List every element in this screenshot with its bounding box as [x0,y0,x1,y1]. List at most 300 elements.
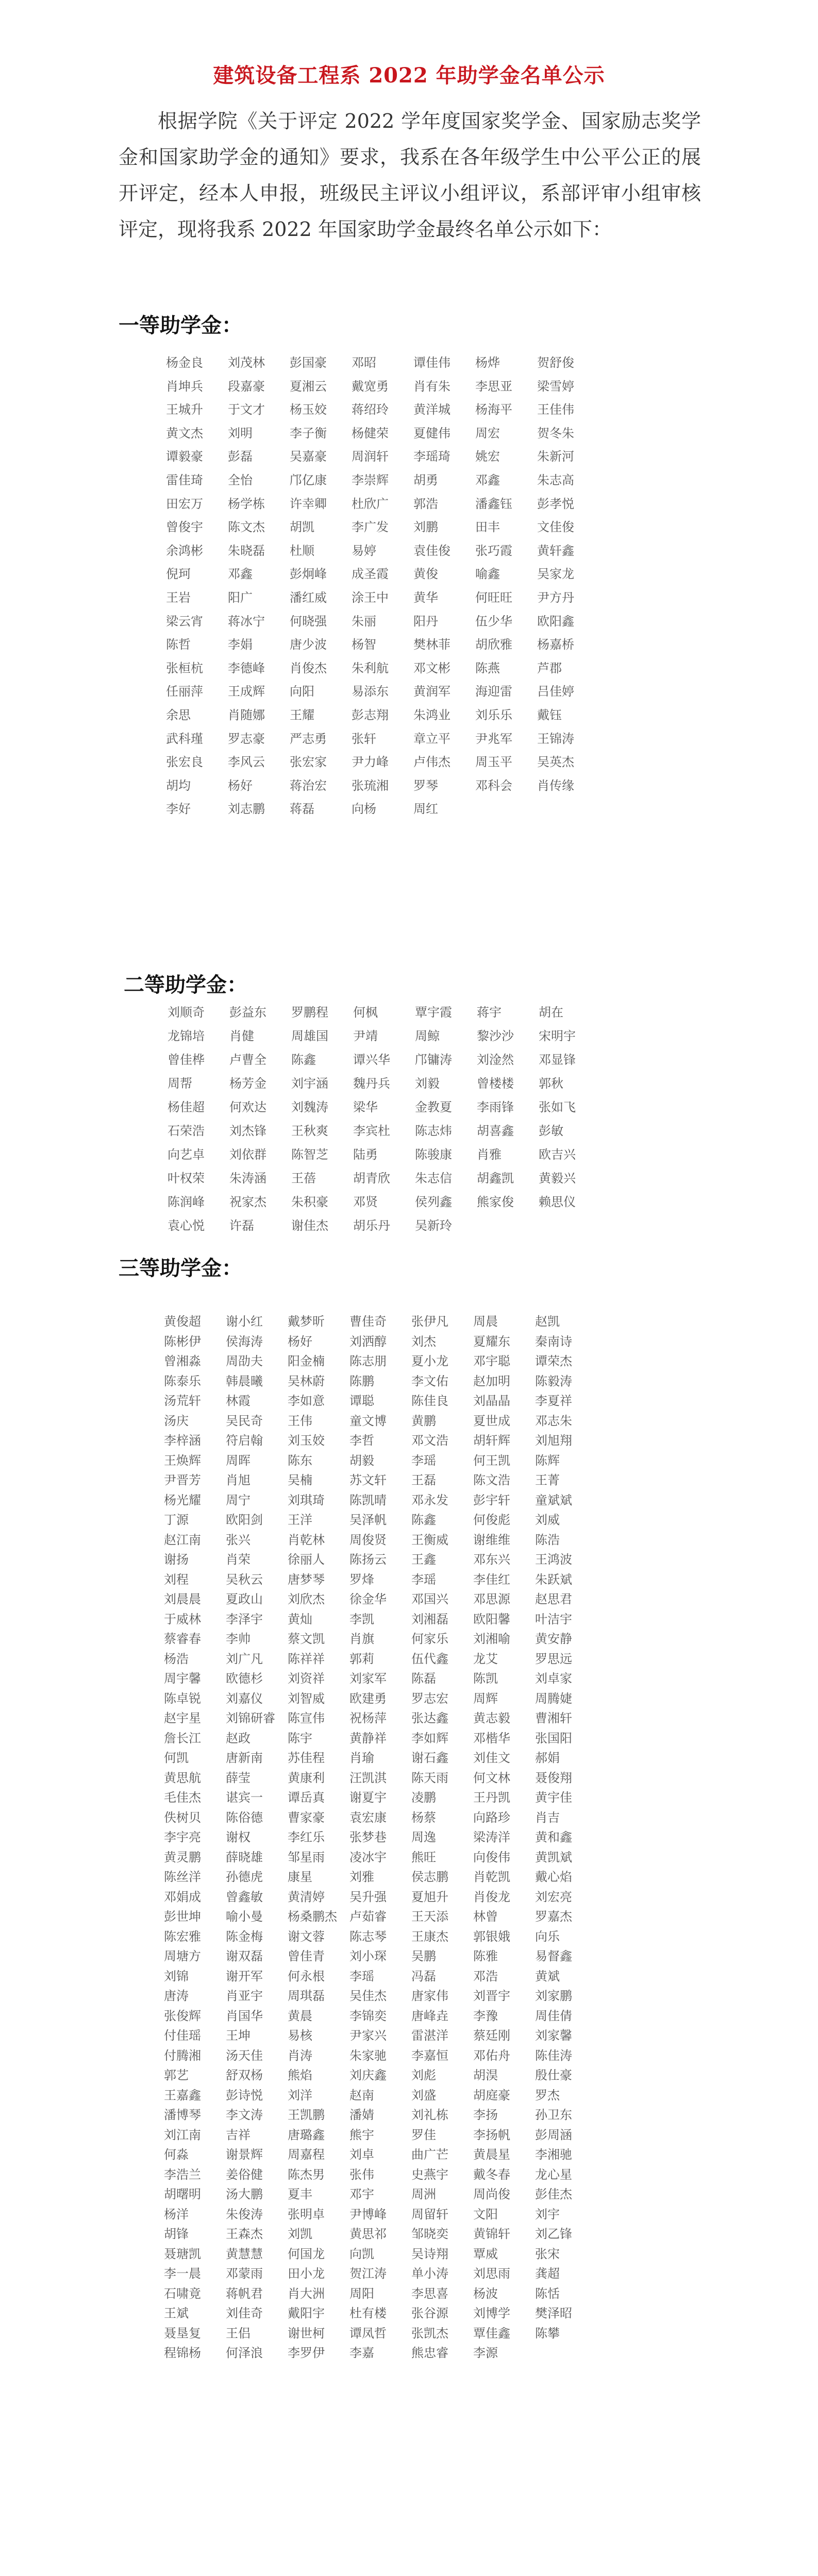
name-cell: 付佳瑶 [164,2028,201,2043]
name-cell: 刘家军 [349,1671,387,1686]
name-cell: 张明卓 [288,2207,325,2222]
name-cell: 林霞 [226,1394,251,1408]
name-cell: 王城升 [166,402,203,417]
name-cell [600,1144,662,1168]
name-cell: 李红乐 [288,1830,325,1844]
name-cell: 周宇馨 [164,1671,201,1686]
name-cell: 刘依群 [229,1147,266,1162]
name-cell: 周雄国 [291,1029,328,1043]
name-cell: 吴民奇 [226,1413,263,1428]
name-cell: 李嘉恒 [411,2048,448,2063]
section-heading-second-class: 二等助学金： [124,973,247,997]
name-cell: 文阳 [473,2207,498,2222]
name-cell: 李哲 [349,1433,374,1448]
name-cell: 李嘉 [349,2346,374,2360]
name-cell: 李佳红 [473,1572,510,1587]
name-cell: 刘智威 [288,1691,325,1706]
name-cell: 李风云 [228,755,265,770]
name-cell: 肖涛 [288,2048,312,2063]
name-cell: 王洋 [288,1513,312,1527]
name-cell [599,352,661,376]
name-cell: 杨波 [473,2286,498,2301]
name-cell: 李帅 [226,1632,251,1646]
name-cell: 汪凯淇 [349,1770,387,1785]
name-cell: 王鸿波 [535,1552,572,1567]
name-cell: 陈俗德 [226,1810,263,1825]
name-cell: 丁源 [164,1513,189,1527]
name-cell: 陆勇 [353,1147,378,1162]
name-cell [597,1768,659,1788]
name-cell [597,1371,659,1391]
name-cell: 陈润峰 [168,1195,205,1209]
name-cell: 陈鑫 [291,1053,316,1067]
name-cell: 尹博峰 [349,2207,387,2222]
name-cell: 谢双磊 [226,1949,263,1963]
name-cell [597,1351,659,1371]
name-cell: 梁云宵 [166,614,203,629]
name-cell [597,1807,659,1827]
name-cell [597,1569,659,1589]
name-cell: 汤荒轩 [164,1394,201,1408]
name-cell: 戴心焰 [535,1870,572,1884]
name-cell [600,1215,662,1239]
name-cell: 梁雪婷 [537,379,574,394]
name-cell [599,423,661,447]
name-cell: 李崇辉 [352,472,389,487]
name-cell: 龚超 [535,2266,560,2281]
name-cell: 谭凤哲 [349,2326,387,2341]
name-cell: 彭佳杰 [535,2187,572,2201]
name-cell: 肖乾林 [288,1532,325,1547]
name-cell: 刘卓 [349,2147,374,2162]
name-cell: 熊旺 [411,1850,436,1865]
name-cell: 黄清婷 [288,1889,325,1904]
name-cell [597,1411,659,1431]
name-cell: 肖俊杰 [290,660,327,675]
name-cell: 夏耀东 [473,1334,510,1349]
name-cell: 李德峰 [228,660,265,675]
name-cell: 殷仕豪 [535,2068,572,2082]
name-cell: 周宁 [226,1493,251,1507]
name-cell: 郭银娥 [473,1929,510,1944]
name-cell [600,1097,662,1121]
name-cell: 张琉湘 [352,778,389,793]
name-cell: 谭荣杰 [535,1354,572,1368]
name-cell: 刘宇 [535,2207,560,2222]
name-cell: 罗鹏程 [291,1005,328,1020]
name-cell: 王蓓 [291,1171,316,1185]
name-cell: 李锦奕 [349,2008,387,2023]
name-cell: 喻小曼 [226,1909,263,1924]
name-cell: 卢伟杰 [413,755,450,770]
name-cell: 张桓杭 [166,660,203,675]
name-cell: 李凯 [349,1612,374,1626]
name-cell: 周宏 [475,426,500,440]
name-cell: 李好 [166,802,191,817]
name-cell [599,517,661,540]
name-cell: 尹晋芳 [164,1473,201,1487]
name-cell: 王鑫 [411,1552,436,1567]
name-cell: 黄文杰 [166,426,203,440]
name-cell: 龙艾 [473,1651,498,1666]
name-cell: 刘湘磊 [411,1612,448,1626]
name-cell: 王磊 [411,1473,436,1487]
name-cell: 许幸卿 [290,496,327,511]
name-cell: 刘家馨 [535,2028,572,2043]
name-cell [597,2085,659,2105]
name-cell: 邓显锋 [539,1053,576,1067]
name-cell: 邓蒙雨 [226,2266,263,2281]
name-cell: 张达鑫 [411,1711,448,1725]
name-cell: 朱积豪 [291,1195,328,1209]
name-cell [597,1391,659,1411]
name-cell: 曹家豪 [288,1810,325,1825]
name-cell: 谢开军 [226,1969,263,1984]
name-cell: 杨好 [288,1334,312,1349]
name-cell: 许磊 [229,1218,254,1233]
name-cell: 何晓强 [290,614,327,629]
name-cell: 彭周涵 [535,2127,572,2142]
name-cell [597,2244,659,2264]
name-cell [599,611,661,635]
name-cell: 刘乙锋 [535,2227,572,2241]
name-cell: 罗佳 [411,2127,436,2142]
name-cell [597,2025,659,2045]
name-cell: 陈骏康 [415,1147,452,1162]
name-cell: 曾湘淼 [164,1354,201,1368]
name-cell [597,1787,659,1807]
name-cell: 吴家龙 [537,567,574,582]
name-cell: 李宇亮 [164,1830,201,1844]
name-cell: 王菁 [535,1473,560,1487]
name-cell: 田丰 [475,520,500,535]
name-cell: 彭益东 [229,1005,266,1020]
name-cell: 欧吉兴 [539,1147,576,1162]
name-cell: 刘广凡 [226,1651,263,1666]
name-cell: 蔡廷刚 [473,2028,510,2043]
name-cell: 赖思仪 [539,1195,576,1209]
name-cell: 刘庆鑫 [349,2068,387,2082]
name-cell: 赵思君 [535,1592,572,1606]
name-cell: 冯磊 [411,1969,436,1984]
name-cell: 曲广芒 [411,2147,448,2162]
name-cell [597,1510,659,1530]
name-cell: 刘杰 [411,1334,436,1349]
name-cell: 胡锋 [164,2227,189,2241]
name-cell: 谢景辉 [226,2147,263,2162]
name-cell: 唐峰垚 [411,2008,448,2023]
name-cell: 吴佳杰 [349,1989,387,2003]
name-cell: 刘明 [228,426,253,440]
name-cell: 向艺卓 [168,1147,205,1162]
name-cell: 胡均 [166,778,191,793]
name-cell: 吴泽帆 [349,1513,387,1527]
name-cell: 胡庭豪 [473,2088,510,2103]
name-cell: 曾佳青 [288,1949,325,1963]
name-cell: 朱志信 [415,1171,452,1185]
name-cell [597,1549,659,1569]
name-cell: 陈鹏 [349,1374,374,1388]
name-cell: 付腾湘 [164,2048,201,2063]
name-cell: 陈佳良 [411,1394,448,1408]
name-cell: 文佳俊 [537,520,574,535]
name-cell: 李扬帆 [473,2127,510,2142]
name-cell: 朱志高 [537,472,574,487]
name-cell: 吴林蔚 [288,1374,325,1388]
name-cell: 周玉平 [475,755,512,770]
name-cell: 刘博学 [473,2306,510,2320]
name-cell: 孙卫东 [535,2108,572,2122]
name-cell: 黄灿 [288,1612,312,1626]
name-cell: 段嘉豪 [228,379,265,394]
name-cell: 蒋绍玲 [352,402,389,417]
name-cell: 梁华 [353,1100,378,1114]
name-cell: 金教夏 [415,1100,452,1114]
name-cell: 唐新南 [226,1751,263,1765]
name-cell: 胡青欣 [353,1171,390,1185]
name-cell: 彭孝悦 [537,496,574,511]
name-cell: 黄灵鹏 [164,1850,201,1865]
name-cell [599,399,661,423]
name-cell: 谢佳杰 [291,1218,328,1233]
name-cell: 肖随娜 [228,707,265,722]
name-cell: 于文才 [228,402,265,417]
name-cell: 刘晨晨 [164,1592,201,1606]
name-cell: 尹家兴 [349,2028,387,2043]
name-cell: 祝家杰 [229,1195,266,1209]
name-cell [597,1946,659,1966]
name-cell [597,1668,659,1688]
name-cell [597,2204,659,2224]
name-cell: 胡轩辉 [473,1433,510,1448]
name-cell: 刘魏涛 [291,1100,328,1114]
name-cell [597,1470,659,1490]
name-cell: 熊家俊 [477,1195,514,1209]
name-cell: 李扬 [473,2108,498,2122]
name-cell: 严志勇 [290,731,327,746]
name-cell: 刘洋 [288,2088,312,2103]
name-cell: 何旺旺 [475,590,512,605]
name-cell [477,1215,539,1239]
name-cell: 袁心悦 [168,1218,205,1233]
name-cell: 苏佳程 [288,1751,325,1765]
name-cell: 邓昭 [352,355,376,370]
name-cell: 郭莉 [349,1651,374,1666]
name-cell: 杨智 [352,637,376,652]
name-cell: 刘卓家 [535,1671,572,1686]
name-cell [600,1192,662,1215]
name-cell: 陈志朋 [349,1354,387,1368]
name-cell: 熊宇 [349,2127,374,2142]
name-cell [597,2105,659,2125]
name-cell: 贺冬朱 [537,426,574,440]
name-cell: 侯列鑫 [415,1195,452,1209]
name-cell: 林曾 [473,1909,498,1924]
name-cell: 杜有楼 [349,2306,387,2320]
name-cell [597,1847,659,1867]
name-cell: 罗志宏 [411,1691,448,1706]
name-cell [597,1688,659,1708]
name-cell: 詹长江 [164,1731,201,1745]
name-cell [597,2006,659,2026]
name-cell: 聂垦复 [164,2326,201,2341]
name-cell: 石啸竟 [164,2286,201,2301]
name-cell: 罗嘉杰 [535,1909,572,1924]
name-cell: 夏旭升 [411,1889,448,1904]
name-cell: 刘江南 [164,2127,201,2142]
name-cell: 舒双杨 [226,2068,263,2082]
name-cell: 王斌 [164,2306,189,2320]
name-cell [599,564,661,587]
name-cell: 田宏万 [166,496,203,511]
name-cell: 肖雅 [477,1147,502,1162]
name-cell: 胡曙明 [164,2187,201,2201]
name-cell: 卢茹睿 [349,1909,387,1924]
name-cell: 刘顺奇 [168,1005,205,1020]
name-cell: 肖吉 [535,1810,560,1825]
name-cell [599,658,661,682]
name-cell: 黄洋城 [413,402,450,417]
name-cell: 黄轩鑫 [537,543,574,558]
name-cell: 刘佳文 [473,1751,510,1765]
name-cell: 何家乐 [411,1632,448,1646]
name-cell: 黄思祁 [349,2227,387,2241]
section-heading-first-class: 一等助学金： [119,313,242,337]
name-cell: 潘鑫钰 [475,496,512,511]
name-cell: 易核 [288,2028,312,2043]
name-cell: 余思 [166,707,191,722]
name-cell: 杨蔡 [411,1810,436,1825]
name-cell: 樊林菲 [413,637,450,652]
name-cell: 邓永发 [411,1493,448,1507]
name-cell: 毛佳杰 [164,1790,201,1805]
name-cell: 黄志毅 [473,1711,510,1725]
name-cell: 叶洁宇 [535,1612,572,1626]
name-cell [597,1748,659,1768]
name-cell: 黎沙沙 [477,1029,514,1043]
name-cell: 谢权 [226,1830,251,1844]
name-cell: 王凯鹏 [288,2108,325,2122]
name-cell: 欧德杉 [226,1671,263,1686]
name-cell: 赵加明 [473,1374,510,1388]
name-cell: 侯志鹏 [411,1870,448,1884]
name-cell [597,2343,659,2363]
name-cell: 向乐 [535,1929,560,1944]
name-cell: 王耀 [290,707,314,722]
name-cell: 邓宇聪 [473,1354,510,1368]
name-cell: 彭敏 [539,1124,563,1138]
name-cell: 潘博琴 [164,2108,201,2122]
name-cell: 覃宇霞 [415,1005,452,1020]
name-cell: 章立平 [413,731,450,746]
name-cell: 吴秋云 [226,1572,263,1587]
name-cell: 黄俊超 [164,1314,201,1329]
name-cell: 吴诗翔 [411,2246,448,2261]
name-cell: 李思亚 [475,379,512,394]
name-cell [599,376,661,400]
name-cell: 王伟 [288,1413,312,1428]
name-cell: 杨桑鹏杰 [288,1909,337,1924]
name-cell: 胡鑫凯 [477,1171,514,1185]
name-cell: 刘锦研睿 [226,1711,275,1725]
name-cell: 王天添 [411,1909,448,1924]
name-cell: 邓文浩 [411,1433,448,1448]
name-cell: 李罗伊 [288,2346,325,2360]
name-cell: 李夏祥 [535,1394,572,1408]
name-cell: 王康杰 [411,1929,448,1944]
name-cell: 蒋帆君 [226,2286,263,2301]
name-cell: 成圣霞 [352,567,389,582]
name-cell: 赵宇星 [164,1711,201,1725]
name-cell: 戴宽勇 [352,379,389,394]
name-cell: 叶权荣 [168,1171,205,1185]
name-cell: 吴鹏 [411,1949,436,1963]
name-cell: 蒋宇 [477,1005,502,1020]
name-cell: 黄俊 [413,567,438,582]
name-cell: 李瑶 [349,1969,374,1984]
name-cell: 吴升强 [349,1889,387,1904]
name-cell: 赵南 [349,2088,374,2103]
name-cell: 周劭夫 [226,1354,263,1368]
name-cell [597,1589,659,1609]
name-cell: 刘凯 [288,2227,312,2241]
name-cell: 何国龙 [288,2246,325,2261]
name-cell: 陈凯晴 [349,1493,387,1507]
name-cell: 李思喜 [411,2286,448,2301]
name-cell: 阳金楠 [288,1354,325,1368]
name-cell: 刘毅 [415,1076,440,1091]
name-cell: 宋明宇 [539,1029,576,1043]
name-cell: 刘资祥 [288,1671,325,1686]
name-cell: 陈扬云 [349,1552,387,1567]
name-cell: 单小涛 [411,2266,448,2281]
name-cell: 王锦涛 [537,731,574,746]
name-cell: 周尚俊 [473,2187,510,2201]
name-cell [597,2144,659,2164]
name-cell: 杨佳超 [168,1100,205,1114]
name-cell: 邓宇 [349,2187,374,2201]
name-cell: 吉祥 [226,2127,251,2142]
name-cell: 陈宇 [288,1731,312,1745]
name-cell: 何泽浪 [226,2346,263,2360]
name-cell: 欧阳馨 [473,1612,510,1626]
name-cell: 于威林 [164,1612,201,1626]
name-cell [539,1215,600,1239]
name-cell: 刘嘉仪 [226,1691,263,1706]
name-cell: 陈彬伊 [164,1334,201,1349]
name-cell: 朱丽 [352,614,376,629]
name-cell: 赵凯 [535,1314,560,1329]
name-cell: 刘盛 [411,2088,436,2103]
name-cell: 王成辉 [228,684,265,699]
name-cell: 谢小红 [226,1314,263,1329]
name-cell: 张梦巷 [349,1830,387,1844]
name-cell: 魏丹兵 [353,1076,390,1091]
name-cell: 梁涛洋 [473,1830,510,1844]
name-cell: 朱家驰 [349,2048,387,2063]
name-cell: 邓娟成 [164,1889,201,1904]
name-cell: 田小龙 [288,2266,325,2281]
name-cell: 肖健 [229,1029,254,1043]
name-cell: 谢维维 [473,1532,510,1547]
name-cell: 姚宏 [475,449,500,464]
name-cell: 佚树贝 [164,1810,201,1825]
name-cell [599,540,661,564]
name-cell [597,1867,659,1887]
name-cell: 涂王中 [352,590,389,605]
name-cell: 李宾杜 [353,1124,390,1138]
name-cell: 刘旭翔 [535,1433,572,1448]
